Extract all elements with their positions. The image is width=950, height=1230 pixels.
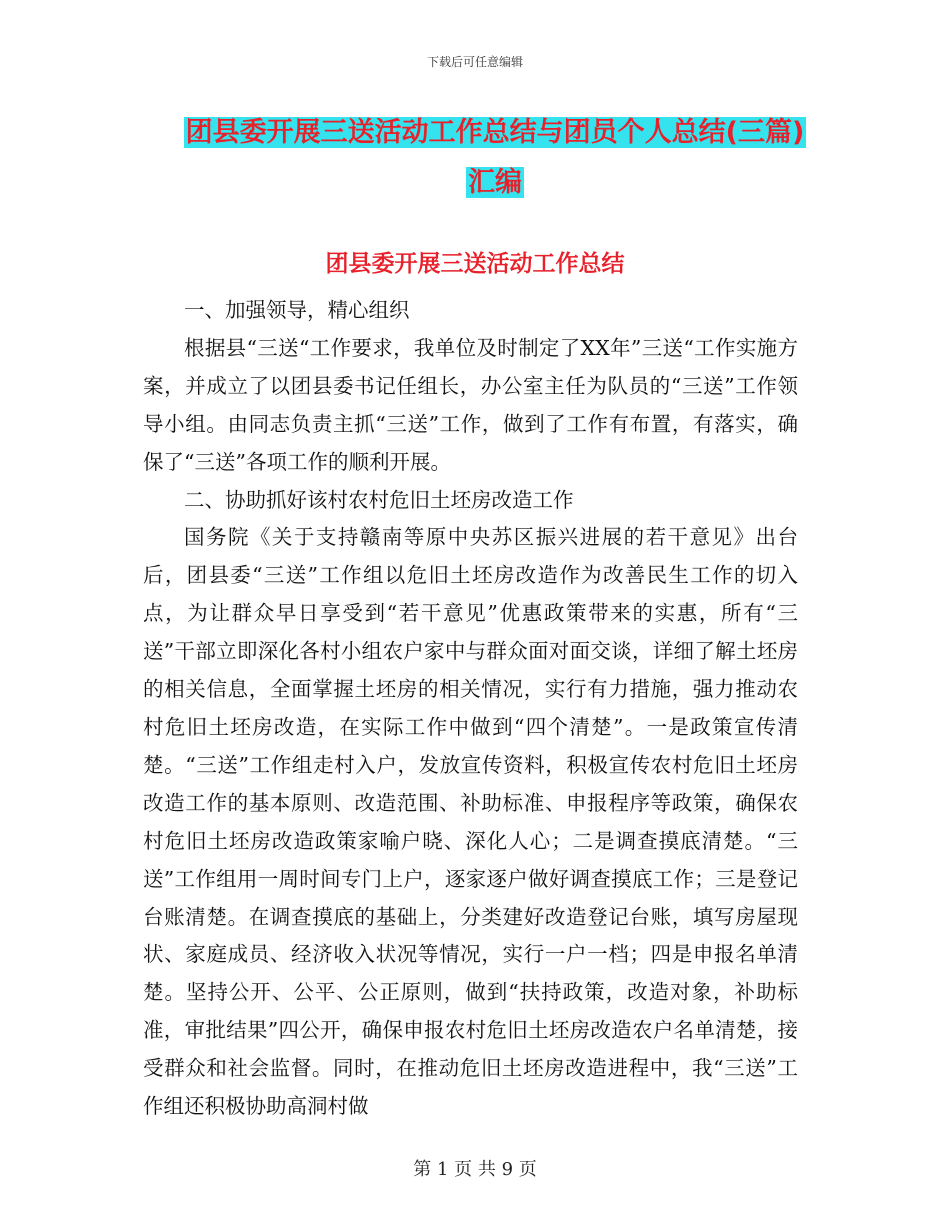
body-paragraph-2: 国务院《关于支持赣南等原中央苏区振兴进展的若干意见》出台后，团县委“三送”工作组以危旧土坯房改造作为改善民生工作的切入点，为让群众早日享受到“若干意见”优惠政策带来的实惠，所有“三送”干部立即深化各村小组农户家中与群众面对面交谈，详细了解土坯房的相关信息，全面掌握土坯房的相关情况，实行有力措施，强力推动农村危旧土坯房改造，在实际工作中做到“四个清楚”。一是政策宣传清楚。“三送”工作组走村入户，发放宣传资料，积极宣传农村危旧土坯房改造工作的基本原则、改造范围、补助标准、申报程序等政策，确保农村危旧土坯房改造政策家喻户晓、深化人心；二是调查摸底清楚。“三送”工作组用一周时间专门上户，逐家逐户做好调查摸底工作；三是登记台账清楚。在调查摸底的基础上，分类建好改造登记台账，填写房屋现状、家庭成员、经济收入状况等情况，实行一户一档；四是申报名单清楚。坚持公开、公平、公正原则，做到“扶持政策，改造对象，补助标准，审批结果”四公开，确保申报农村危旧土坯房改造农户名单清楚，接受群众和社会监督。同时，在推动危旧土坯房改造进程中，我“三送”工作组还积极协助高洞村做 [143, 525, 798, 1119]
body-paragraph-1: 根据县“三送“工作要求，我单位及时制定了XX年”三送“工作实施方案，并成立了以团县委书记任组长，办公室主任为队员的“三送”工作领导小组。由同志负责主抓“三送”工作，做到了工作有布置，有落实，确保了“三送”各项工作的顺利开展。 [143, 335, 798, 474]
document-body [143, 292, 798, 1126]
document-title [150, 108, 840, 208]
document-title-line-2: 汇编 [468, 167, 522, 198]
section-title: 团县委开展三送活动工作总结 [325, 251, 625, 277]
page-footer: 第 1 页 共 9 页 [413, 1159, 537, 1180]
document-title-line-1: 团县委开展三送活动工作总结与团员个人总结(三篇) [185, 117, 805, 148]
page-header-note: 下载后可任意编辑 [426, 55, 523, 69]
heading-paragraph-2: 二、协助抓好该村农村危旧土坯房改造工作 [184, 487, 574, 512]
heading-paragraph-1: 一、加强领导，精心组织 [184, 298, 410, 322]
